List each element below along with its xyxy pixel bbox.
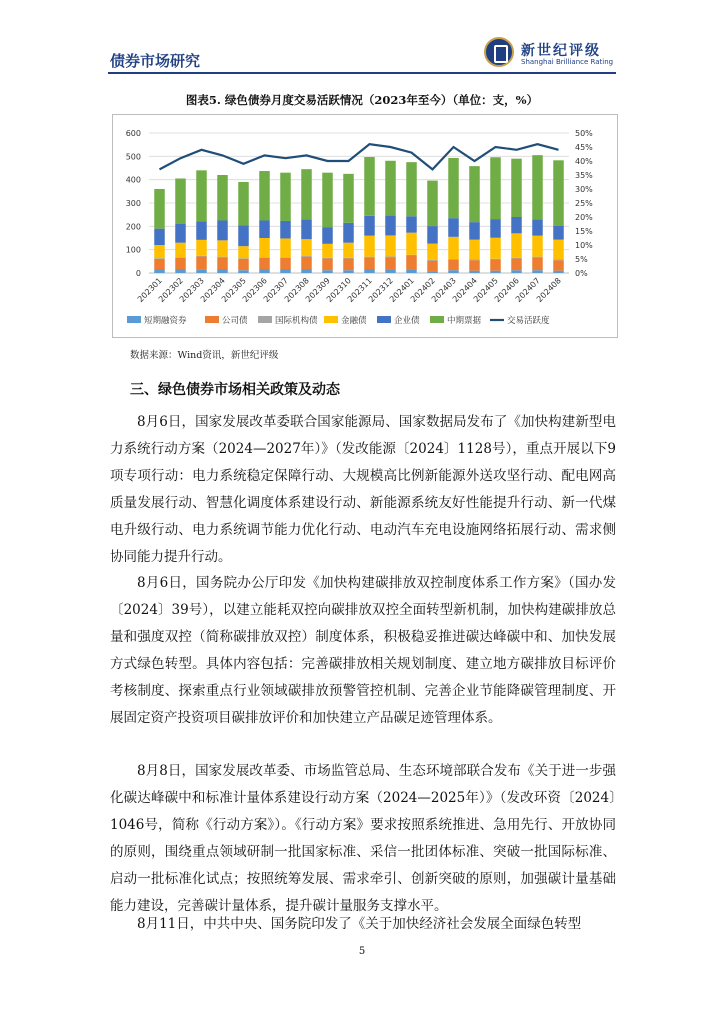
legend-label: 短期融资券 <box>144 316 187 326</box>
paragraph-3: 8月8日，国家发展改革委、市场监管总局、生态环境部联合发布《关于进一步强化碳达峰碳中和标准计量体系建设行动方案（2024—2025年）》（发改环资〔2024〕1046号，简称《行动方案》）。《行动方案》要求按照系统推进、急用先行、开放协同的原则，围绕重点领域研制一批国家标准、采信一批团体标准、突破一批国际标准、启动一批标准化试点；按照统筹发展、需求牵引、创新突破的原则，加强碳计量基础能力建设，完善碳计量体系，提升碳计量服务支撑水平。 <box>110 763 616 914</box>
bar-segment <box>553 160 564 225</box>
bar-segment <box>196 221 207 240</box>
paragraph-2: 8月6日，国务院办公厅印发《加快构建碳排放双控制度体系工作方案》（国办发〔2024〕39号），以建立能耗双控向碳排放双控全面转型新机制，加快构建碳排放总量和强度双控（简称碳排放双控）制度体系，积极稳妥推进碳达峰碳中和、加快发展方式绿色转型。具体内容包括：完善碳排放相关规划制度、建立地方碳排放目标评价考核制度、探索重点行业领域碳排放预警管控机制、完善企业节能降碳管理制度、开展固定资产投资项目碳排放评价和加快建立产品碳足迹管理体系。 <box>110 575 616 726</box>
bar-segment <box>259 238 270 257</box>
bar-segment <box>406 255 417 256</box>
bar-segment <box>364 236 375 257</box>
bar-segment <box>154 229 165 245</box>
bar-segment <box>175 270 186 274</box>
bar-segment <box>448 237 459 259</box>
bar-segment <box>448 259 459 260</box>
y-right-tick-label: 45% <box>575 143 593 152</box>
bar-segment <box>301 239 312 256</box>
legend-label: 公司债 <box>222 316 248 326</box>
bar-segment <box>490 259 501 270</box>
bar-segment <box>364 257 375 258</box>
bar-segment <box>532 257 543 270</box>
bar-segment <box>511 233 522 258</box>
bar-segment <box>385 235 396 256</box>
bar-segment <box>427 260 438 261</box>
bar-segment <box>238 270 249 273</box>
bar-segment <box>532 270 543 273</box>
bar-segment <box>490 271 501 273</box>
bar-segment <box>406 162 417 216</box>
legend-swatch <box>430 316 444 323</box>
legend-label: 交易活跃度 <box>507 316 550 326</box>
bar-segment <box>259 171 270 220</box>
x-tick-label: 202311 <box>345 276 374 305</box>
bar-segment <box>217 270 228 274</box>
bar-segment <box>301 270 312 274</box>
bar-segment <box>385 216 396 236</box>
bar-segment <box>469 271 480 273</box>
bar-segment <box>532 155 543 219</box>
bar-segment <box>427 181 438 227</box>
header-title: 债券市场研究 <box>110 52 201 70</box>
bar-segment <box>532 236 543 257</box>
bar-segment <box>343 259 354 271</box>
legend-swatch <box>377 316 391 323</box>
y-right-tick-label: 35% <box>575 171 593 180</box>
y-right-tick-label: 20% <box>575 213 593 222</box>
bar-segment <box>448 270 459 273</box>
x-tick-label: 202304 <box>198 276 227 305</box>
bar-segment <box>511 270 522 273</box>
x-tick-label: 202312 <box>366 276 395 305</box>
bar-segment <box>343 243 354 258</box>
bar-segment <box>469 222 480 240</box>
y-left-tick-label: 300 <box>125 199 141 208</box>
y-right-tick-label: 25% <box>575 199 593 208</box>
bar-segment <box>196 269 207 273</box>
bar-segment <box>280 270 291 274</box>
bar-segment <box>175 243 186 257</box>
bar-segment <box>343 270 354 273</box>
x-tick-label: 202309 <box>303 276 332 305</box>
figure-caption: 图表5. 绿色债券月度交易活跃情况（2023年至今）（单位：支，%） <box>185 93 539 107</box>
bar-segment <box>301 257 312 270</box>
y-right-tick-label: 30% <box>575 185 593 194</box>
bar-segment <box>469 260 480 271</box>
bar-segment <box>175 258 186 270</box>
bar-segment <box>322 258 333 259</box>
bar-segment <box>280 173 291 221</box>
bar-segment <box>490 157 501 219</box>
bar-segment <box>196 240 207 256</box>
x-tick-label: 202310 <box>324 276 353 305</box>
bar-segment <box>196 256 207 257</box>
bar-segment <box>490 238 501 259</box>
chart-frame <box>112 114 618 338</box>
y-right-tick-label: 10% <box>575 241 593 250</box>
legend-label: 国际机构债 <box>275 316 318 326</box>
bar-segment <box>259 221 270 239</box>
bar-segment <box>448 218 459 237</box>
bar-segment <box>511 259 522 271</box>
y-left-tick-label: 500 <box>125 152 141 162</box>
bar-segment <box>175 224 186 243</box>
bar-segment <box>469 259 480 260</box>
x-tick-label: 202406 <box>492 276 521 305</box>
bar-segment <box>154 270 165 274</box>
legend-swatch <box>258 316 272 323</box>
bar-segment <box>343 223 354 243</box>
y-left-tick-label: 200 <box>125 222 141 232</box>
bar-segment <box>154 189 165 229</box>
bar-segment <box>406 256 417 270</box>
bar-segment <box>322 270 333 273</box>
bar-segment <box>364 216 375 236</box>
bar-segment <box>217 257 228 258</box>
bar-segment <box>301 169 312 219</box>
section-title: 三、绿色债券市场相关政策及动态 <box>130 382 340 398</box>
green-bond-trading-chart <box>113 115 617 337</box>
y-left-tick-label: 0 <box>135 269 141 278</box>
bar-segment <box>406 233 417 255</box>
x-tick-label: 202401 <box>387 276 416 305</box>
bar-segment <box>385 257 396 270</box>
y-right-tick-label: 40% <box>575 157 593 166</box>
x-tick-label: 202407 <box>513 276 542 305</box>
bar-segment <box>238 246 249 258</box>
x-tick-label: 202405 <box>471 276 500 305</box>
x-tick-label: 202403 <box>429 276 458 305</box>
bar-segment <box>469 166 480 222</box>
bar-segment <box>238 259 249 270</box>
bar-segment <box>154 258 165 259</box>
bar-segment <box>511 217 522 233</box>
bar-segment <box>511 159 522 217</box>
bar-segment <box>406 216 417 232</box>
bar-segment <box>364 270 375 274</box>
y-left-tick-label: 100 <box>125 245 141 255</box>
y-left-tick-label: 400 <box>125 175 141 185</box>
bar-segment <box>427 261 438 272</box>
page-number: 5 <box>358 946 366 957</box>
bar-segment <box>532 257 543 258</box>
x-tick-label: 202308 <box>282 276 311 305</box>
bar-segment <box>427 226 438 244</box>
bar-segment <box>448 260 459 271</box>
bar-segment <box>322 173 333 228</box>
bar-segment <box>448 158 459 218</box>
bar-segment <box>259 270 270 274</box>
bar-segment <box>490 219 501 238</box>
bar-segment <box>511 258 522 259</box>
bar-segment <box>322 259 333 271</box>
data-source: 数据来源：Wind资讯，新世纪评级 <box>130 350 279 361</box>
bar-segment <box>553 271 564 273</box>
brand-name-en: Shanghai Brilliance Rating <box>521 58 614 66</box>
brand-name-cn: 新世纪评级 <box>521 43 601 59</box>
bar-segment <box>280 258 291 270</box>
bar-segment <box>532 219 543 235</box>
bar-segment <box>385 270 396 273</box>
x-tick-label: 202402 <box>408 276 437 305</box>
bar-segment <box>343 258 354 259</box>
legend-swatch <box>205 316 219 323</box>
x-tick-label: 202305 <box>219 276 248 305</box>
bar-segment <box>238 258 249 259</box>
bar-segment <box>154 259 165 270</box>
bar-segment <box>196 170 207 221</box>
legend-swatch <box>324 316 338 323</box>
x-tick-label: 202408 <box>534 276 563 305</box>
bar-segment <box>385 161 396 216</box>
bar-segment <box>217 175 228 221</box>
x-tick-label: 202302 <box>156 276 185 305</box>
y-left-tick-label: 600 <box>125 129 141 138</box>
bar-segment <box>553 259 564 260</box>
bar-segment <box>280 257 291 258</box>
y-right-tick-label: 5% <box>575 255 588 264</box>
legend-label: 金融债 <box>341 316 367 326</box>
paragraph-1: 8月6日，国家发展改革委联合国家能源局、国家数据局发布了《加快构建新型电力系统行动方案（2024—2027年）》（发改能源〔2024〕1128号），重点开展以下9项专项行动：电力系统稳定保障行动、大规模高比例新能源外送攻坚行动、配电网高质量发展行动、智慧化调度体系建设行动、新能源系统友好性能提升行动、新一代煤电升级行动、电力系统调节能力优化行动、电动汽车充电设施网络拓展行动、需求侧协同能力提升行动。 <box>110 414 616 565</box>
bar-segment <box>238 182 249 225</box>
bar-segment <box>427 244 438 260</box>
bar-segment <box>217 257 228 269</box>
legend-label: 中期票据 <box>447 316 482 326</box>
bar-segment <box>343 174 354 223</box>
x-tick-label: 202404 <box>450 276 479 305</box>
bar-segment <box>301 256 312 257</box>
bar-segment <box>175 179 186 225</box>
bar-segment <box>196 256 207 269</box>
x-tick-label: 202303 <box>177 276 206 305</box>
bar-segment <box>553 240 564 260</box>
x-tick-label: 202301 <box>135 276 164 305</box>
bar-segment <box>217 221 228 241</box>
bar-segment <box>322 228 333 244</box>
paragraph-4: 8月11日，中共中央、国务院印发了《关于加快经济社会发展全面绿色转型 <box>137 916 582 932</box>
bar-segment <box>154 245 165 258</box>
bar-segment <box>217 240 228 256</box>
bar-segment <box>553 260 564 271</box>
legend-swatch <box>127 316 141 323</box>
bar-segment <box>175 257 186 258</box>
bar-segment <box>301 219 312 239</box>
y-right-tick-label: 50% <box>575 129 593 138</box>
y-right-tick-label: 15% <box>575 227 593 236</box>
bar-segment <box>364 257 375 269</box>
brilliance-logo-icon <box>484 37 514 67</box>
y-right-tick-label: 0% <box>575 269 588 278</box>
bar-segment <box>322 244 333 258</box>
x-tick-label: 202306 <box>240 276 269 305</box>
bar-segment <box>259 258 270 270</box>
bar-segment <box>469 240 480 260</box>
bar-segment <box>280 238 291 257</box>
bar-segment <box>280 221 291 239</box>
bar-segment <box>238 225 249 246</box>
bar-segment <box>490 259 501 260</box>
x-tick-label: 202307 <box>261 276 290 305</box>
legend-label: 企业债 <box>394 316 420 326</box>
header-divider <box>108 72 616 74</box>
bar-segment <box>364 157 375 216</box>
bar-segment <box>385 256 396 257</box>
bar-segment <box>427 271 438 273</box>
bar-segment <box>259 257 270 258</box>
bar-segment <box>553 226 564 240</box>
bar-segment <box>406 270 417 273</box>
